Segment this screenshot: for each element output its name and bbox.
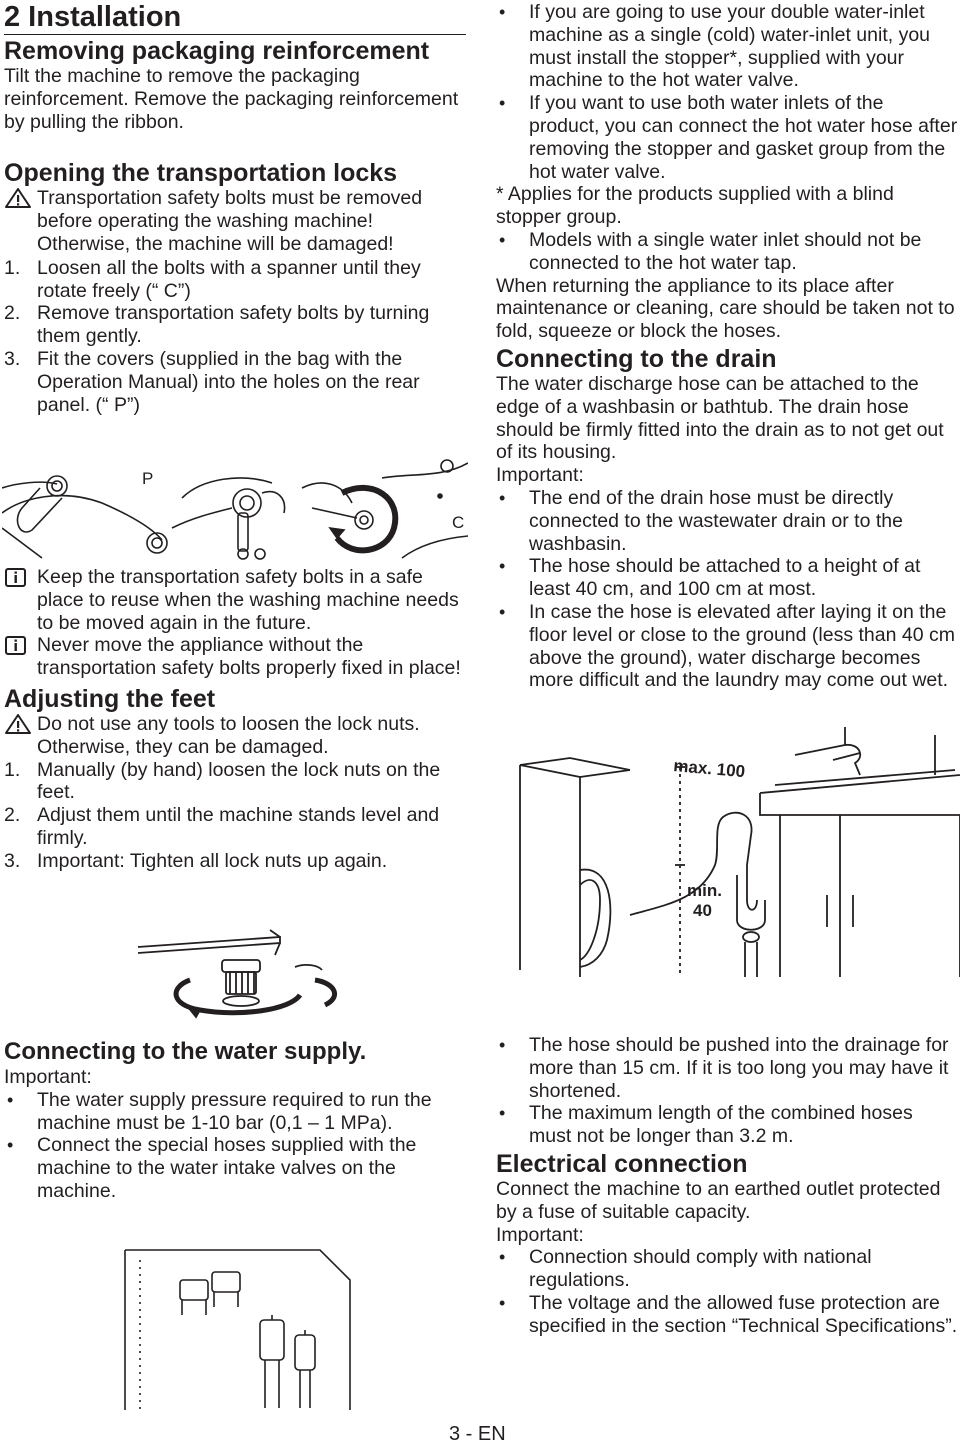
feet-step-2: 2. Adjust them until the machine stands level and firmly. [4, 804, 440, 849]
electrical-bullet-1: • Connection should comply with national regulations. [496, 1246, 958, 1292]
page-number: 3 - EN [449, 1423, 506, 1445]
adjust-feet-figure [130, 925, 450, 1025]
info-icon [4, 634, 34, 662]
feet-warning: Do not use any tools to loosen the lock nuts. Otherwise, they can be damaged. [4, 713, 466, 759]
electrical-bullet-2: • The voltage and the allowed fuse protection are specified in the section “Technical Specifications”. [496, 1292, 958, 1338]
figure-label-c: C [452, 513, 465, 532]
packaging-heading: Removing packaging reinforcement [4, 37, 430, 65]
stopper-note: * Applies for the products supplied with a blind stopper group. [496, 183, 894, 229]
drain-hose-figure [515, 715, 960, 977]
water-supply-bullet-2: • Connect the special hoses supplied with the machine to the water intake valves on the machine. [4, 1134, 466, 1202]
feet-heading: Adjusting the feet [4, 684, 216, 713]
right-column-bottom [496, 1034, 958, 1338]
drain-bullet-3: • In case the hose is elevated after laying it on the floor level or close to the ground (less than 40 cm above the ground), water discharge becomes more difficult and the laundry may come out wet. [496, 601, 958, 692]
info-note-2: Never move the appliance without the transportation safety bolts properly fixed in place! [4, 634, 466, 680]
warning-icon [4, 187, 34, 215]
info-note-1: Keep the transportation safety bolts in a safe place to reuse when the washing machine needs to be moved again in the future. [4, 566, 466, 634]
transport-bolts-figure [2, 458, 468, 562]
transport-warning [4, 187, 466, 255]
inlet-bullet-2: • If you want to use both water inlets of the product, you can connect the hot water hose after removing the stopper and gasket group from the hot water valve. [496, 92, 958, 183]
drain-extra-bullet-2: • The maximum length of the combined hoses must not be longer than 3.2 m. [496, 1102, 958, 1148]
drain-bullet-1: • The end of the drain hose must be directly connected to the wastewater drain or to the washbasin. [496, 487, 958, 555]
single-inlet-bullet: • Models with a single water inlet should not be connected to the hot water tap. [496, 229, 958, 275]
drain-heading: Connecting to the drain [496, 344, 777, 373]
inlet-bullet-1: • If you are going to use your double water-inlet machine as a single (cold) water-inlet unit, you must install the stopper*, supplied with your machine to the hot water valve. [496, 1, 958, 92]
right-column [496, 1, 958, 692]
transport-step-2: 2. Remove transportation safety bolts by turning them gently. [4, 302, 430, 348]
transport-step-3: 3. Fit the covers (supplied in the bag with the Operation Manual) into the holes on the rear panel. (“ P”) [4, 347, 420, 416]
drain-important: Important: [496, 464, 584, 487]
electrical-text: Connect the machine to an earthed outlet protected by a fuse of suitable capacity. [496, 1177, 941, 1223]
water-supply-bullet-1: • The water supply pressure required to run the machine must be 1-10 bar (0,1 – 1 MPa). [4, 1089, 466, 1135]
feet-step-1: 1. Manually (by hand) loosen the lock nuts on the feet. [4, 758, 441, 804]
warning-icon [4, 713, 34, 741]
figure-min-label: min. [687, 881, 722, 900]
packaging-text: Tilt the machine to remove the packaging reinforcement. Remove the packaging reinforcement by pulling the ribbon. [4, 65, 459, 133]
info-icon [4, 566, 34, 594]
figure-min-value: 40 [693, 901, 712, 920]
drain-bullet-2: • The hose should be attached to a height of at least 40 cm, and 100 cm at most. [496, 555, 958, 601]
drain-extra-bullet-1: • The hose should be pushed into the drainage for more than 15 cm. If it is too long you may have it shortened. [496, 1034, 958, 1102]
water-supply-section [4, 1038, 466, 1203]
left-column-info [4, 566, 466, 873]
water-supply-important: Important: [4, 1066, 92, 1088]
transport-step-1: 1. Loosen all the bolts with a spanner until they rotate freely (“ C”) [4, 256, 421, 302]
transport-warning-text: Transportation safety bolts must be removed before operating the washing machine! Otherwise, the machine will be damaged! [37, 187, 423, 255]
water-supply-heading: Connecting to the water supply. [4, 1038, 367, 1065]
electrical-heading: Electrical connection [496, 1149, 748, 1178]
left-column [4, 2, 466, 416]
water-inlet-figure [120, 1240, 360, 1410]
figure-max-label: max. 100 [672, 756, 746, 782]
returning-note: When returning the appliance to its place after maintenance or cleaning, care should be taken not to fold, squeeze or block the hoses. [496, 274, 955, 343]
figure-label-p: P [142, 469, 154, 488]
feet-step-3: 3. Important: Tighten all lock nuts up again. [4, 849, 388, 872]
chapter-title: 2 Installation [4, 2, 466, 35]
electrical-important: Important: [496, 1223, 584, 1246]
transport-heading: Opening the transportation locks [4, 159, 398, 188]
drain-text: The water discharge hose can be attached to the edge of a washbasin or bathtub. The drain hose should be firmly fitted into the drain as to not get out of its housing. [496, 372, 944, 464]
